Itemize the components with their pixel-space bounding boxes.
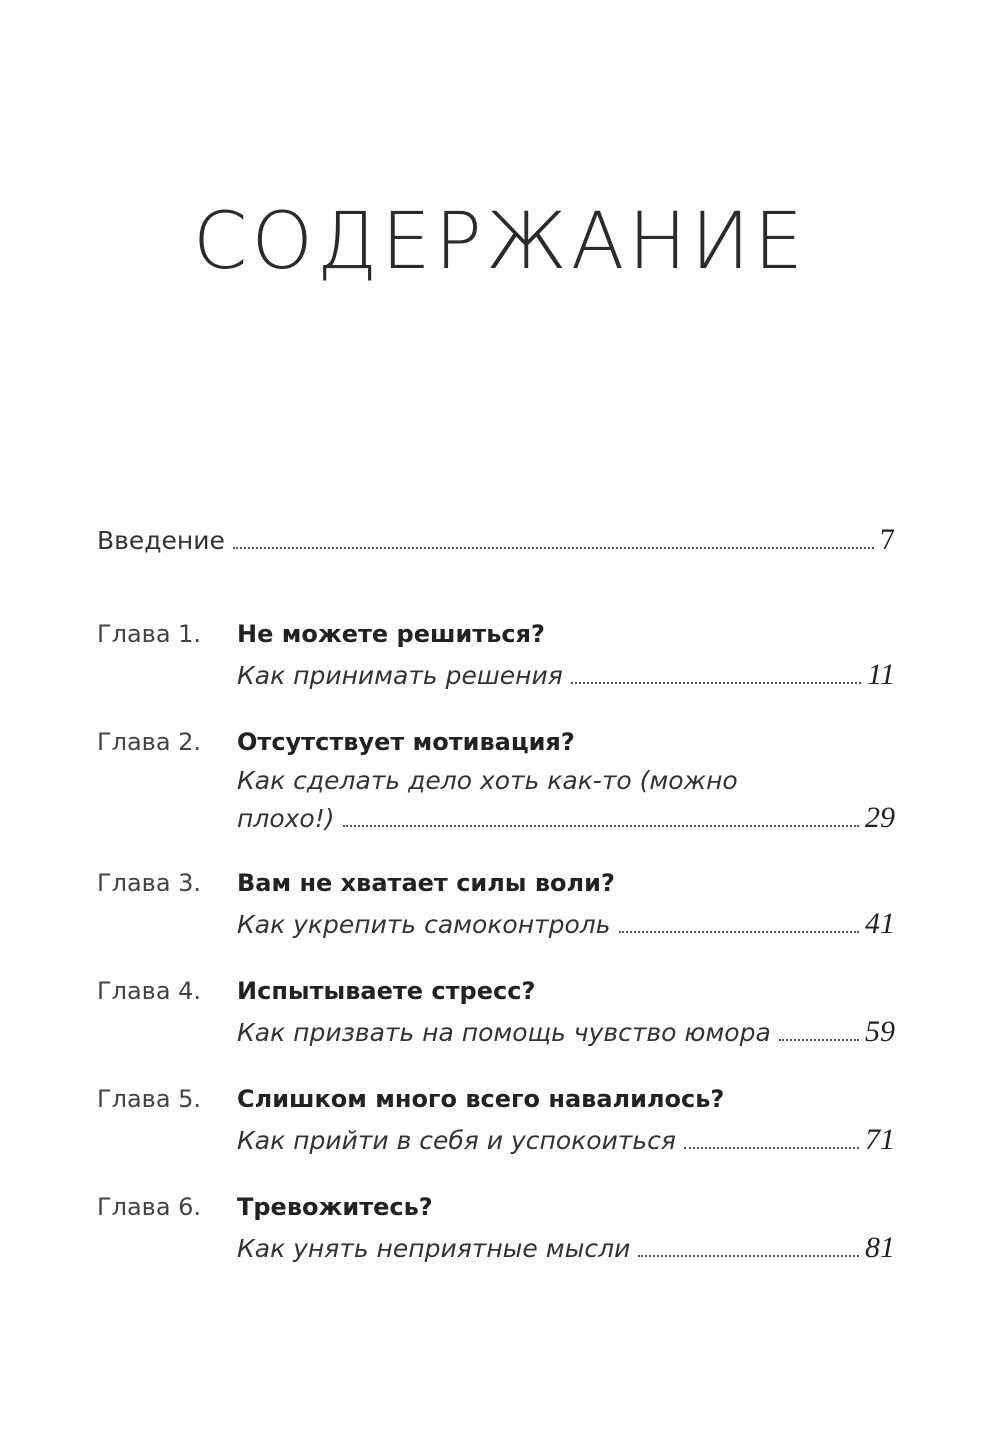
chapter-title: Не можете решиться? bbox=[237, 620, 545, 648]
chapter-subtitle-row bbox=[237, 801, 895, 835]
chapter-subtitle-row bbox=[237, 1015, 895, 1049]
dot-leader bbox=[233, 547, 874, 549]
chapter-title: Испытываете стресс? bbox=[237, 977, 536, 1005]
toc-page-number: 7 bbox=[880, 523, 895, 556]
chapter-subtitle: Как призвать на помощь чувство юмора bbox=[237, 1018, 771, 1047]
toc-page-number: 59 bbox=[865, 1015, 895, 1048]
toc-page-number: 11 bbox=[867, 658, 895, 691]
toc-page-number: 71 bbox=[865, 1123, 895, 1156]
chapter-subtitle-line-1: Как сделать дело хоть как-то (можно bbox=[237, 766, 738, 795]
chapter-subtitle-line-2: плохо!) bbox=[237, 804, 335, 833]
chapter-label: Глава 1. bbox=[97, 620, 202, 648]
chapter-label: Глава 4. bbox=[97, 977, 202, 1005]
chapter-label: Глава 2. bbox=[97, 728, 202, 756]
dot-leader bbox=[343, 825, 860, 827]
toc-entry-label: Введение bbox=[97, 526, 225, 555]
chapter-subtitle: Как укрепить самоконтроль bbox=[237, 910, 611, 939]
chapter-subtitle-row bbox=[237, 1231, 895, 1265]
chapter-subtitle-block bbox=[237, 766, 895, 835]
chapter-label: Глава 3. bbox=[97, 869, 202, 897]
chapter-label: Глава 6. bbox=[97, 1193, 202, 1221]
dot-leader bbox=[619, 931, 860, 933]
toc-entry-introduction[interactable] bbox=[97, 523, 895, 557]
chapter-subtitle-row bbox=[237, 1123, 895, 1157]
chapter-title: Отсутствует мотивация? bbox=[237, 728, 575, 756]
chapter-title: Слишком много всего навалилось? bbox=[237, 1085, 725, 1113]
chapter-label: Глава 5. bbox=[97, 1085, 202, 1113]
dot-leader bbox=[638, 1255, 859, 1257]
chapter-title: Тревожитесь? bbox=[237, 1193, 433, 1221]
chapter-subtitle-row bbox=[237, 658, 895, 692]
dot-leader bbox=[684, 1147, 859, 1149]
dot-leader bbox=[571, 682, 861, 684]
toc-page-number: 41 bbox=[865, 907, 895, 940]
chapter-subtitle: Как принимать решения bbox=[237, 661, 563, 690]
page-title: СОДЕРЖАНИЕ bbox=[193, 197, 807, 287]
chapter-title: Вам не хватает силы воли? bbox=[237, 869, 615, 897]
chapter-subtitle: Как прийти в себя и успокоиться bbox=[237, 1126, 676, 1155]
toc-page-number: 29 bbox=[865, 801, 895, 834]
dot-leader bbox=[779, 1039, 859, 1041]
toc-page-number: 81 bbox=[865, 1231, 895, 1264]
chapter-subtitle: Как унять неприятные мысли bbox=[237, 1234, 631, 1263]
chapter-subtitle-row bbox=[237, 907, 895, 941]
